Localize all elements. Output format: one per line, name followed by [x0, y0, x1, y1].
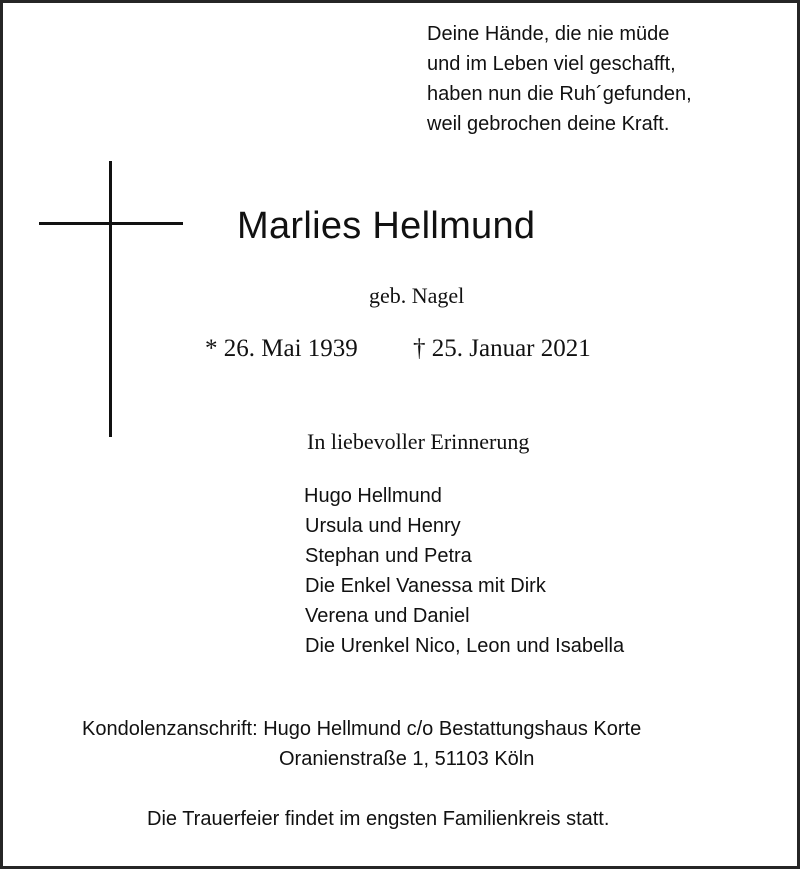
death-date: † 25. Januar 2021 [413, 335, 591, 362]
poem-line: Deine Hände, die nie müde [427, 23, 670, 45]
memory-heading: In liebevoller Erinnerung [307, 429, 530, 454]
birth-date: * 26. Mai 1939 [205, 335, 358, 362]
mourner-item: Die Urenkel Nico, Leon und Isabella [305, 635, 625, 657]
condolence-address-line-1: Kondolenzanschrift: Hugo Hellmund c/o Bestattungshaus Korte [82, 718, 642, 740]
deceased-name: Marlies Hellmund [237, 205, 536, 247]
mourner-item: Verena und Daniel [305, 605, 470, 627]
maiden-name: geb. Nagel [369, 283, 465, 308]
cross-icon [39, 161, 183, 437]
condolence-address-line-2: Oranienstraße 1, 51103 Köln [279, 748, 535, 770]
cross-horizontal-bar [39, 222, 183, 225]
poem-line: und im Leben viel geschafft, [427, 53, 676, 75]
poem-line: weil gebrochen deine Kraft. [427, 113, 670, 135]
mourner-item: Hugo Hellmund [304, 485, 442, 507]
poem [427, 19, 692, 139]
poem-line: haben nun die Ruh´gefunden, [427, 83, 692, 105]
funeral-note: Die Trauerfeier findet im engsten Familienkreis statt. [147, 808, 610, 830]
mourners-list [305, 481, 624, 661]
mourner-item: Ursula und Henry [305, 515, 461, 537]
cross-vertical-bar [109, 161, 112, 437]
mourner-item: Stephan und Petra [305, 545, 472, 567]
mourner-item: Die Enkel Vanessa mit Dirk [305, 575, 546, 597]
